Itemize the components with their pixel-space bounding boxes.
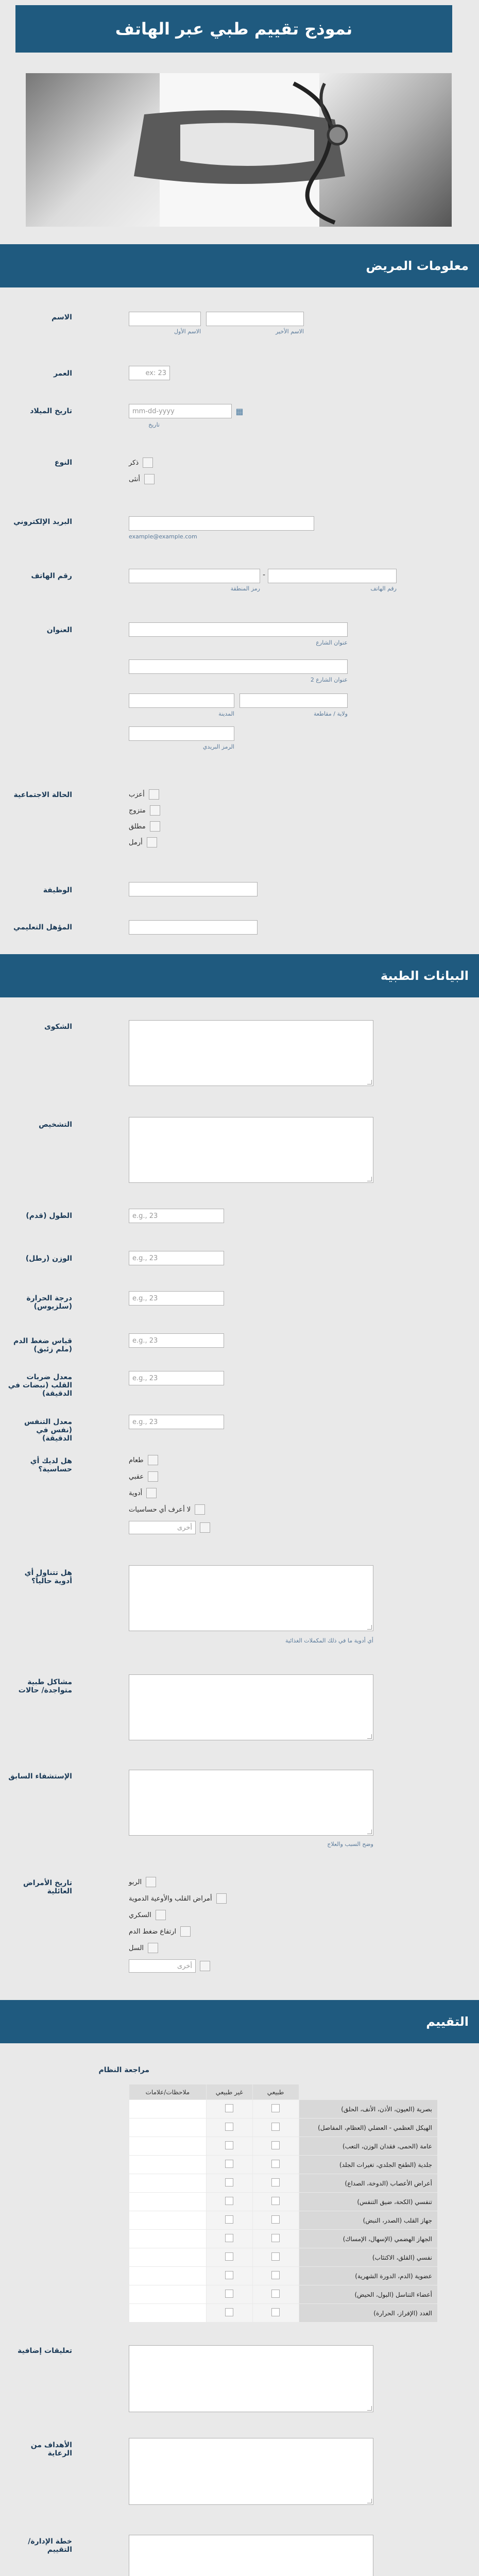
checkbox[interactable] (156, 1910, 166, 1920)
matrix-row-label: تنفسي (الكحة، ضيق التنفس) (299, 2193, 438, 2211)
placeholder: أخرى (177, 1962, 192, 1970)
section-title: البيانات الطبية (380, 969, 469, 983)
checkbox[interactable] (225, 2234, 233, 2242)
doctor-hero-image (26, 73, 452, 227)
gender-option-male[interactable] (129, 457, 153, 468)
weight-label: الوزن (رطل) (25, 1255, 72, 1263)
marital-option-widowed[interactable] (129, 837, 157, 848)
job-input[interactable] (129, 882, 258, 896)
chronic-conditions-label: مشاكل طبية متواجدة/ حالات (18, 1678, 72, 1694)
matrix-cell-normal (252, 2304, 299, 2323)
matrix-row (129, 2174, 438, 2193)
matrix-cell-notes[interactable] (129, 2230, 207, 2248)
street1-input[interactable] (129, 622, 348, 637)
zip-input[interactable] (129, 726, 234, 741)
column-normal: طبيعي (252, 2084, 299, 2100)
family-option-other[interactable] (129, 1959, 210, 1973)
matrix-cell-normal (252, 2156, 299, 2174)
matrix-cell-normal (252, 2248, 299, 2267)
management-plan-textarea[interactable] (129, 2535, 373, 2576)
family-other-input[interactable] (129, 1959, 196, 1973)
section-medical-data (0, 954, 479, 997)
matrix-cell-notes[interactable] (129, 2119, 207, 2137)
option-label: أعزب (129, 790, 145, 799)
matrix-row-label: جلدية (الطفح الجلدي، تغيرات الجلد) (299, 2156, 438, 2174)
email-label: البريد الإلكتروني (13, 518, 72, 526)
checkbox[interactable] (271, 2141, 280, 2149)
state-sublabel: ولاية / مقاطعة (313, 710, 348, 717)
matrix-cell-abnormal (206, 2267, 252, 2285)
option-label: متزوج (129, 806, 146, 815)
matrix-cell-abnormal (206, 2285, 252, 2304)
matrix-cell-notes[interactable] (129, 2193, 207, 2211)
matrix-row (129, 2230, 438, 2248)
matrix-cell-notes[interactable] (129, 2100, 207, 2119)
matrix-cell-normal (252, 2285, 299, 2304)
matrix-cell-normal (252, 2211, 299, 2230)
respiratory-rate-input[interactable] (129, 1415, 224, 1429)
matrix-cell-normal (252, 2174, 299, 2193)
complaint-textarea[interactable] (129, 1020, 373, 1086)
family-option-tb[interactable] (129, 1943, 158, 1953)
email-input[interactable] (129, 516, 314, 531)
checkbox[interactable] (225, 2308, 233, 2316)
allergy-label: هل لديك أي حساسية؟ (30, 1457, 72, 1473)
city-sublabel: المدينة (218, 710, 234, 717)
diagnosis-textarea[interactable] (129, 1117, 373, 1183)
last-name-sublabel: الاسم الأخير (276, 328, 304, 335)
placeholder: e.g., 23 (132, 1212, 158, 1220)
matrix-corner (299, 2084, 438, 2100)
phone-number-input[interactable] (268, 569, 397, 583)
option-label: السل (129, 1944, 144, 1952)
matrix-cell-abnormal (206, 2100, 252, 2119)
city-input[interactable] (129, 693, 234, 708)
management-plan-label: خطة الإدارة/التقييم (28, 2537, 72, 2554)
dob-input[interactable] (129, 404, 232, 418)
option-label: أرمل (129, 838, 143, 846)
blood-pressure-label: قياس ضغط الدم (ملم زئبق) (13, 1337, 72, 1353)
matrix-cell-abnormal (206, 2304, 252, 2323)
family-option-cardio[interactable] (129, 1893, 227, 1904)
checkbox[interactable] (150, 805, 160, 816)
checkbox[interactable] (271, 2123, 280, 2131)
diagnosis-label: التشخيص (39, 1121, 72, 1129)
checkbox[interactable] (147, 837, 157, 848)
form-title: نموذج تقييم طبي عبر الهاتف (115, 19, 353, 39)
matrix-row (129, 2137, 438, 2156)
phone-label: رقم الهاتف (31, 572, 72, 580)
matrix-cell-abnormal (206, 2248, 252, 2267)
medications-sublabel: أي أدوية ما في ذلك المكملات الغذائية (285, 1637, 373, 1644)
gender-label: النوع (54, 459, 72, 467)
weight-input[interactable] (129, 1251, 224, 1265)
checkbox[interactable] (225, 2252, 233, 2261)
section-assessment (0, 2000, 479, 2043)
matrix-cell-normal (252, 2230, 299, 2248)
heart-rate-label: معدل ضربات القلب (نبضات في الدقيقة) (8, 1373, 72, 1398)
matrix-header-row (129, 2084, 438, 2100)
dob-sublabel: تاريخ (148, 421, 160, 428)
matrix-row-label: جهاز القلب (الصدر، النبض) (299, 2211, 438, 2230)
placeholder: e.g., 23 (132, 1336, 158, 1345)
option-label: أدوية (129, 1489, 143, 1497)
option-label: السكري (129, 1911, 151, 1919)
option-label: أنثى (129, 475, 140, 483)
matrix-cell-abnormal (206, 2156, 252, 2174)
age-placeholder: ex: 23 (145, 369, 166, 377)
form-header (15, 5, 452, 53)
checkbox[interactable] (225, 2271, 233, 2279)
placeholder: e.g., 23 (132, 1294, 158, 1302)
checkbox[interactable] (225, 2215, 233, 2224)
checkbox[interactable] (271, 2290, 280, 2298)
phone-separator: - (263, 571, 266, 579)
dob-placeholder: mm-dd-yyyy (132, 407, 175, 415)
temperature-input[interactable] (129, 1291, 224, 1306)
age-label: العمر (53, 369, 72, 378)
street2-sublabel: عنوان الشارع 2 (310, 676, 348, 683)
checkbox[interactable] (146, 1488, 157, 1498)
placeholder: e.g., 23 (132, 1418, 158, 1426)
education-label: المؤهل التعليمي (13, 923, 72, 931)
checkbox[interactable] (200, 1522, 210, 1533)
matrix-row-label: الغدد (الإفراز، الحرارة) (299, 2304, 438, 2323)
doctor-illustration (26, 73, 452, 227)
checkbox[interactable] (144, 474, 155, 484)
checkbox[interactable] (271, 2104, 280, 2112)
job-label: الوظيفة (43, 886, 72, 894)
height-input[interactable] (129, 1209, 224, 1223)
section-patient-info (0, 244, 479, 287)
matrix-row-label: عامة (الحمى، فقدان الوزن، التعب) (299, 2137, 438, 2156)
checkbox[interactable] (271, 2215, 280, 2224)
review-of-systems-matrix (129, 2084, 438, 2323)
checkbox[interactable] (225, 2290, 233, 2298)
first-name-sublabel: الاسم الأول (174, 328, 201, 335)
matrix-cell-abnormal (206, 2230, 252, 2248)
checkbox[interactable] (150, 821, 160, 832)
family-history-label: تاريخ الأمراض العائلية (23, 1879, 72, 1895)
state-input[interactable] (239, 693, 348, 708)
checkbox[interactable] (225, 2141, 233, 2149)
checkbox[interactable] (225, 2123, 233, 2131)
checkbox[interactable] (271, 2271, 280, 2279)
allergy-option-medication[interactable] (129, 1488, 157, 1498)
matrix-cell-notes[interactable] (129, 2285, 207, 2304)
matrix-cell-normal (252, 2137, 299, 2156)
allergy-option-insect[interactable] (129, 1471, 158, 1482)
option-label: لا أعرف أي حساسيات (129, 1505, 191, 1514)
height-label: الطول (قدم) (26, 1212, 72, 1220)
hospitalization-textarea[interactable] (129, 1770, 373, 1836)
option-label: أمراض القلب والأوعية الدموية (129, 1894, 212, 1903)
section-title: معلومات المريض (366, 259, 469, 273)
name-label: الاسم (52, 313, 72, 321)
checkbox[interactable] (271, 2197, 280, 2205)
checkbox[interactable] (271, 2252, 280, 2261)
checkbox[interactable] (149, 789, 159, 800)
matrix-body (129, 2100, 438, 2323)
blood-pressure-input[interactable] (129, 1333, 224, 1348)
checkbox[interactable] (271, 2234, 280, 2242)
temperature-label: درجة الحرارة (سلزيوس) (26, 1294, 72, 1311)
area-code-sublabel: رمز المنطقة (230, 585, 260, 592)
allergy-option-other[interactable] (129, 1521, 210, 1534)
care-goals-textarea[interactable] (129, 2438, 373, 2505)
placeholder: e.g., 23 (132, 1254, 158, 1262)
matrix-cell-notes[interactable] (129, 2267, 207, 2285)
matrix-row-label: بصرية (العيون، الأذن، الأنف، الحلق) (299, 2100, 438, 2119)
matrix-cell-normal (252, 2267, 299, 2285)
checkbox[interactable] (225, 2104, 233, 2112)
marital-label: الحالة الاجتماعية (13, 791, 72, 799)
matrix-row (129, 2304, 438, 2323)
age-input[interactable] (129, 366, 170, 380)
marital-option-married[interactable] (129, 805, 160, 816)
calendar-icon[interactable]: ▦ (235, 406, 244, 416)
column-notes: ملاحظات/علامات (129, 2084, 207, 2100)
matrix-cell-notes[interactable] (129, 2174, 207, 2193)
dob-label: تاريخ الميلاد (30, 407, 72, 415)
respiratory-rate-label: معدل التنفس (نفس في الدقيقة) (24, 1418, 72, 1443)
option-label: ارتفاع ضغط الدم (129, 1927, 177, 1936)
checkbox[interactable] (225, 2160, 233, 2168)
matrix-cell-normal (252, 2100, 299, 2119)
matrix-row-label: أعضاء التناسل (البول، الحيض) (299, 2285, 438, 2304)
matrix-row (129, 2119, 438, 2137)
option-label: الربو (129, 1878, 142, 1886)
heart-rate-input[interactable] (129, 1371, 224, 1385)
checkbox[interactable] (200, 1961, 210, 1971)
matrix-cell-abnormal (206, 2211, 252, 2230)
matrix-row-label: الهيكل العظمي - العضلي (العظام، المفاصل) (299, 2119, 438, 2137)
checkbox[interactable] (216, 1893, 227, 1904)
checkbox[interactable] (143, 457, 153, 468)
email-sublabel: example@example.com (129, 533, 197, 540)
chronic-conditions-textarea[interactable] (129, 1674, 373, 1740)
complaint-label: الشكوى (44, 1023, 72, 1031)
phone-sublabel: رقم الهاتف (370, 585, 397, 592)
option-label: ذكر (129, 459, 139, 467)
review-of-systems-label: مراجعة النظام (98, 2066, 149, 2074)
checkbox[interactable] (225, 2178, 233, 2187)
family-option-diabetes[interactable] (129, 1910, 166, 1920)
checkbox[interactable] (180, 1926, 191, 1937)
column-abnormal: غير طبيعي (206, 2084, 252, 2100)
street2-input[interactable] (129, 659, 348, 674)
matrix-cell-abnormal (206, 2174, 252, 2193)
first-name-input[interactable] (129, 312, 201, 326)
checkbox[interactable] (195, 1504, 205, 1515)
medications-label: هل تتناول أي أدوية حالياً؟ (24, 1569, 72, 1585)
matrix-cell-notes[interactable] (129, 2304, 207, 2323)
placeholder: أخرى (177, 1523, 192, 1532)
matrix-cell-normal (252, 2119, 299, 2137)
checkbox[interactable] (225, 2197, 233, 2205)
matrix-row (129, 2193, 438, 2211)
matrix-row (129, 2156, 438, 2174)
matrix-row-label: نفسي (القلق، الاكتئاب) (299, 2248, 438, 2267)
checkbox[interactable] (146, 1877, 156, 1887)
care-goals-label: الأهداف من الرعاية (30, 2441, 72, 2458)
matrix-row (129, 2100, 438, 2119)
matrix-row-label: عضوية (الدم، الدورة الشهرية) (299, 2267, 438, 2285)
matrix-cell-notes[interactable] (129, 2211, 207, 2230)
matrix-cell-notes[interactable] (129, 2248, 207, 2267)
family-option-asthma[interactable] (129, 1877, 156, 1887)
hospitalization-label: الإستشفاء السابق (8, 1772, 72, 1781)
checkbox[interactable] (271, 2160, 280, 2168)
medications-textarea[interactable] (129, 1565, 373, 1631)
checkbox[interactable] (148, 1471, 158, 1482)
allergy-option-food[interactable] (129, 1455, 158, 1465)
gender-option-female[interactable] (129, 474, 155, 484)
matrix-row (129, 2285, 438, 2304)
address-label: العنوان (46, 626, 72, 634)
checkbox[interactable] (148, 1943, 158, 1953)
education-input[interactable] (129, 920, 258, 935)
matrix-row-label: أعراض الأعصاب (الدوخة، الصداع) (299, 2174, 438, 2193)
area-code-input[interactable] (129, 569, 260, 583)
matrix-cell-notes[interactable] (129, 2137, 207, 2156)
placeholder: e.g., 23 (132, 1374, 158, 1382)
last-name-input[interactable] (206, 312, 304, 326)
marital-option-single[interactable] (129, 789, 159, 800)
matrix-cell-abnormal (206, 2193, 252, 2211)
matrix-cell-abnormal (206, 2119, 252, 2137)
matrix-row-label: الجهاز الهضمي (الإسهال، الإمساك) (299, 2230, 438, 2248)
section-title: التقييم (426, 2014, 469, 2029)
additional-notes-textarea[interactable] (129, 2345, 373, 2412)
option-label: مطلق (129, 822, 146, 831)
checkbox[interactable] (271, 2308, 280, 2316)
additional-notes-label: تعليقات إضافية (18, 2347, 72, 2355)
option-label: عقبي (129, 1472, 144, 1481)
matrix-row (129, 2267, 438, 2285)
hospitalization-sublabel: وضح السبب والعلاج (327, 1841, 373, 1848)
checkbox[interactable] (148, 1455, 158, 1465)
family-option-hypertension[interactable] (129, 1926, 191, 1937)
zip-sublabel: الرمز البريدي (202, 743, 234, 750)
allergy-other-input[interactable] (129, 1521, 196, 1534)
marital-option-divorced[interactable] (129, 821, 160, 832)
matrix-row (129, 2211, 438, 2230)
checkbox[interactable] (271, 2178, 280, 2187)
matrix-cell-normal (252, 2193, 299, 2211)
allergy-option-unknown[interactable] (129, 1504, 205, 1515)
matrix-cell-notes[interactable] (129, 2156, 207, 2174)
street1-sublabel: عنوان الشارع (316, 639, 348, 646)
matrix-cell-abnormal (206, 2137, 252, 2156)
option-label: طعام (129, 1456, 144, 1464)
matrix-row (129, 2248, 438, 2267)
